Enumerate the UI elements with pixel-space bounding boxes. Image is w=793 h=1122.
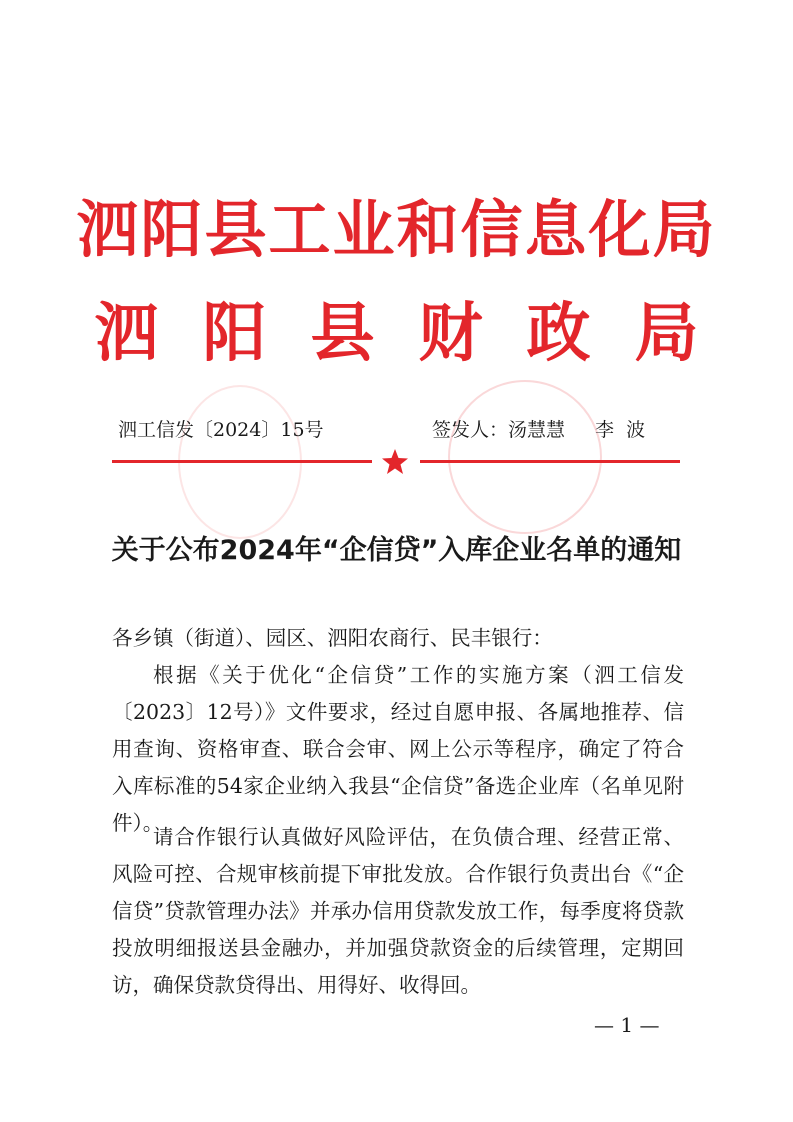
notice-title: 关于公布2024年“企信贷”入库企业名单的通知 <box>111 535 682 566</box>
issuing-org-1: 泗阳县工业和信息化局 <box>76 193 717 266</box>
signer-1: 汤慧慧 <box>508 419 566 441</box>
body-paragraph-2: 请合作银行认真做好风险评估，在负债合理、经营正常、风险可控、合规审核前提下审批发放。合作银行负责出台《“企信贷”贷款管理办法》并承办信用贷款发放工作，每季度将贷款投放明细报送县金融办，并加强贷款资金的后续管理，定期回访，确保贷款贷得出、用得好、收得回。 <box>112 825 684 997</box>
star-icon <box>380 447 410 477</box>
official-seal-right <box>448 380 602 534</box>
body-paragraph-1: 根据《关于优化“企信贷”工作的实施方案（泗工信发〔2023〕12号）》文件要求，经过自愿申报、各属地推荐、信用查询、资格审查、联合会审、网上公示等程序，确定了符合入库标准的54家企业纳入我县“企信贷”备选企业库（名单见附件）。 <box>112 663 684 835</box>
issuing-org-2: 泗阳县财政局 <box>94 297 743 371</box>
page-number: — 1 — <box>594 1013 660 1037</box>
salutation: 各乡镇（街道）、园区、泗阳农商行、民丰银行： <box>112 626 553 650</box>
red-divider-left <box>112 460 372 463</box>
red-divider-right <box>420 460 680 463</box>
document-number: 泗工信发〔2024〕15号 <box>118 419 324 441</box>
signer-2: 李 波 <box>595 419 646 441</box>
signers-label: 签发人： <box>432 419 509 441</box>
signers <box>432 415 645 442</box>
